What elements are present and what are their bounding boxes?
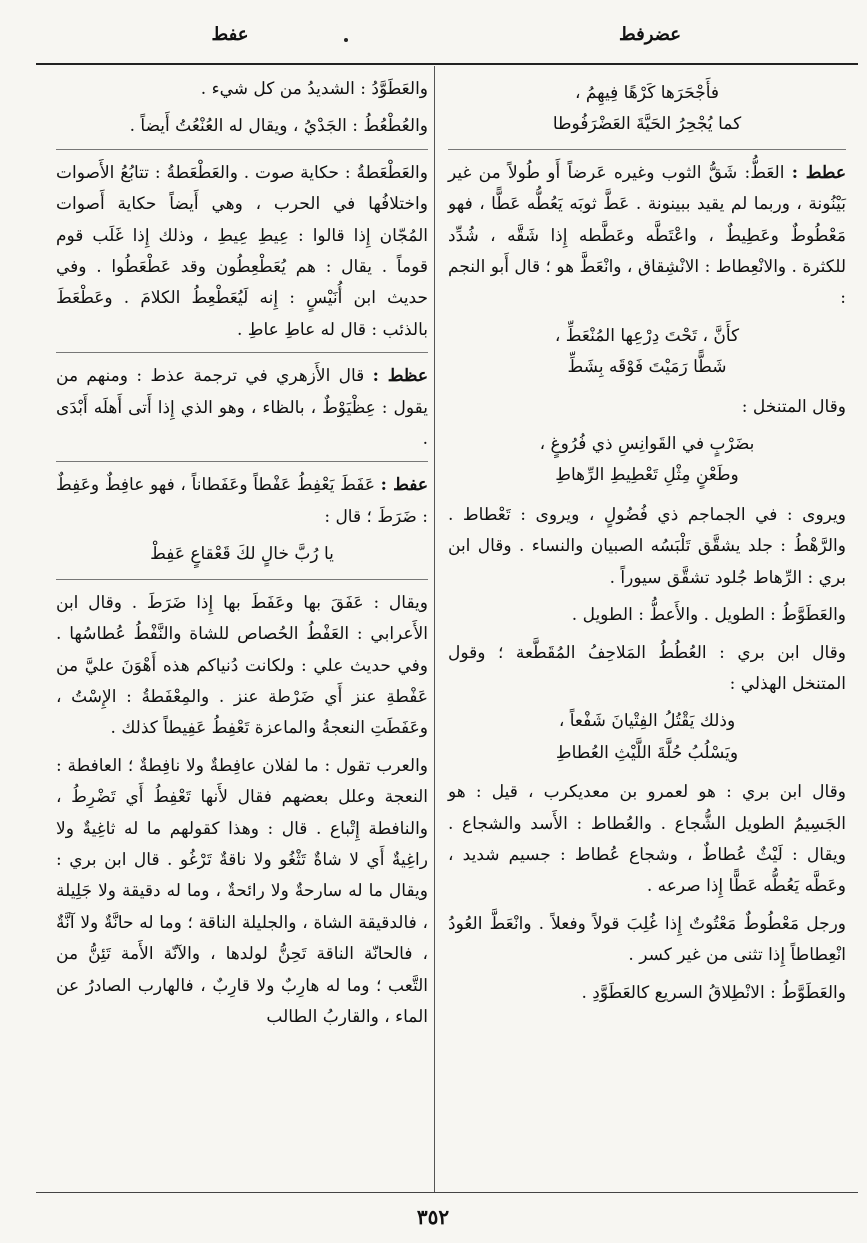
page-number: ٣٥٢ [416, 1205, 450, 1229]
entry-paragraph: والعَطَوَّطُ : الطويل . والأَعطُّ : الطويل . [571, 605, 846, 626]
headword: عطط : [791, 162, 847, 183]
entry-text: عَفَطَ يَعْفِطُ عَفْطاً وعَفَطاناً ، فهو عافِطٌ وعَفِطٌ : ضَرَطَ ؛ قال : [56, 475, 428, 527]
verse-block [448, 321, 846, 384]
header-rule [36, 63, 858, 65]
entry-paragraph: والعَطَوَّطُ : الانْطِلاقُ السريع كالعَطَوَّدِ . [581, 982, 846, 1003]
right-column [448, 74, 846, 1015]
entry-paragraph [56, 352, 428, 455]
entry-text: العَطُّ: شَقُّ الثوب وغيره عَرضاً أَو طُولاً من غير بَيْنُونة ، وربما لم يقيد ببينونة . عَطَّ ثوبَه يَعُطُّه عَطًّا ، فهو مَعْطُوطٌ وعَطِيطٌ ، واعْتَطَّه وعَطَّطه إِذا شَقَّه ، شُدِّد للكثرة . والانْعِطاط : الانْشِقاق ، وانْعَطَّ هو ؛ قال أَبو النجم : [448, 162, 846, 309]
footer-rule [36, 1192, 858, 1193]
entry-text: قال الأَزهري في ترجمة عذط : ومنهم من يقول : عِظْيَوْطٌ ، بالظاء ، وهو الذي إِذا أَتى أَهلَه أَبْدَى . [56, 366, 428, 450]
entry-paragraph [56, 461, 428, 533]
entry-paragraph: والعرب تقول : ما لفلان عافِطةٌ ولا نافِطةٌ ؛ العافطة : النعجة وعلل بعضهم فقال لأَنها تَعْفِطُ أَي تَضْرِطُ ، والنافطة إِتْباع . قال : وهذا كقولهم ما له ثاغِيةٌ ولا راغِيةٌ أَي لا شاةٌ تَثْغُو ولا ناقةٌ تَرْغُو . قال ابن بري : ويقال ما له سارحةٌ ولا رائحةٌ ، وما له دقيقة ولا جَلِيلة ، فالدقيقة الشاة ، والجليلة الناقة ؛ وما له حانَّةٌ ولا آنَّةٌ ، فالحانّة الناقة تَحِنُّ لولدها ، والآنّة الأَمة تَئِنُّ من التَّعب ؛ وما له هارِبٌ ولا قارِبٌ ، فالهارب الصادرُ عن الماء ، والقاربُ الطالب [56, 755, 428, 1027]
entry-paragraph: والعَطَوَّدُ : الشديدُ من كل شيء . [200, 79, 428, 99]
entry-paragraph: ويروى : في الجماجم ذي فُضُولٍ ، ويروى : تَعْطاط . والرَّهْطُ : جلد يشقَّق تَلْبَسُه الصبيان والنساء . وقال ابن بري : الرِّهاط جُلود تشقَّق سيوراً . [448, 504, 846, 588]
column-divider [434, 66, 435, 1192]
verse-line: فأَجْحَرَها كَرْهًا فِيهِمُ ، [574, 83, 720, 103]
header-guide-word-right: عضرفط [619, 24, 681, 45]
verse-line: بضَرْبٍ في القَوانِسِ ذي فُرُوغٍ ، [539, 434, 755, 455]
verse-line: وذلك يَقْتُلُ الفِتْيانَ شَفْعاً ، [558, 711, 736, 732]
left-column [56, 74, 428, 1039]
verse-line: وطَعْنٍ مِثْلِ تَعْطِيطِ الرِّهاطِ [555, 465, 739, 486]
headword: عفط : [380, 475, 429, 496]
entry-paragraph: وقال المتنخل : [741, 396, 846, 417]
entry-paragraph: وقال ابن بري : هو لعمرو بن معديكرب ، قيل : هو الجَسِيمُ الطويل الشُّجاع . والعُطاط : الأَسد والشجاع . ويقال : لَيْثٌ عُطاطٌ ، وشجاع عُطاط : جسيم شديد ، وعَطَّه يَعُطُّه عَطًّا إِذا صرعه . [448, 782, 846, 897]
verse-line: يا رُبَّ خالٍ لكَ قَعْقاعٍ عَفِطْ [150, 544, 334, 565]
header-guide-word-left: عفط [211, 24, 249, 45]
entry-paragraph: ويقال : عَفَقَ بها وعَفَطَ بها إِذا ضَرَطَ . وقال ابن الأَعرابي : العَفْطُ الحُصاص للشاة والنَّفْطُ عُطاسُها . وفي حديث علي : ولكانت دُنياكم هذه أَهْوَنَ عليَّ من عَفْطةِ عنز أَي ضَرْطة عنز . والمِعْفَطةُ : الإِسْتُ ، وعَفَطَتِ النعجةُ والماعزة تَعْفِطُ عَفِيطاً كذلك . [56, 579, 428, 745]
entry-paragraph: والعُطْعُطُ : الجَدْيُ ، ويقال له العُنْعُتُ أَيضاً . [129, 116, 428, 137]
headword: عظط : [372, 366, 429, 387]
header-dot-mark [344, 38, 348, 42]
entry-paragraph: وقال ابن بري : العُطُطُ المَلاحِفُ المُقَطَّعة ؛ وقول المتنخل الهذلي : [448, 642, 846, 694]
verse-block [448, 78, 846, 141]
verse-block [448, 429, 846, 492]
verse-line: كأَنَّ ، تَحْتَ دِرْعِها المُنْعَطِّ ، [554, 325, 740, 346]
entry-paragraph: والعَطْعَطةُ : حكاية صوت . والعَطْعَطةُ : تتابُعُ الأَصوات واختلافُها في الحرب ، وهي أَيضاً حكاية أَصوات المُجّان إِذا قالوا : عِيطِ عِيطِ ، وذلك إِذا غَلَب قوم قوماً . يقال : هم يُعَطْعِطُون وقد عَطْعَطُوا . وفي حديث ابن أُنَيْسٍ : إِنه لَيُعَطْعِطُ الكلامَ . وعَطْعَطَ بالذئب : قال له عاطِ عاطِ . [56, 149, 428, 346]
entry-paragraph [448, 149, 846, 315]
verse-line: ويَسْلُبُ حُلَّةَ اللَّيْثِ العُطاطِ [555, 742, 739, 763]
verse-block [448, 706, 846, 769]
verse-line: شَطًّا رَمَيْتَ فَوْقَه بِشَطِّ [567, 357, 727, 378]
verse-block [56, 539, 428, 570]
entry-paragraph: ورجل مَعْطُوطٌ مَعْتُوتٌ إِذا غُلِبَ قولاً وفعلاً . وانْعَطَّ العُودُ انْعِطاطاً إِذا تثنى من غير كسر . [448, 913, 846, 966]
verse-line: كما يُجْحِرُ الحَيَّةَ العَضْرَفُوطا [552, 114, 742, 135]
